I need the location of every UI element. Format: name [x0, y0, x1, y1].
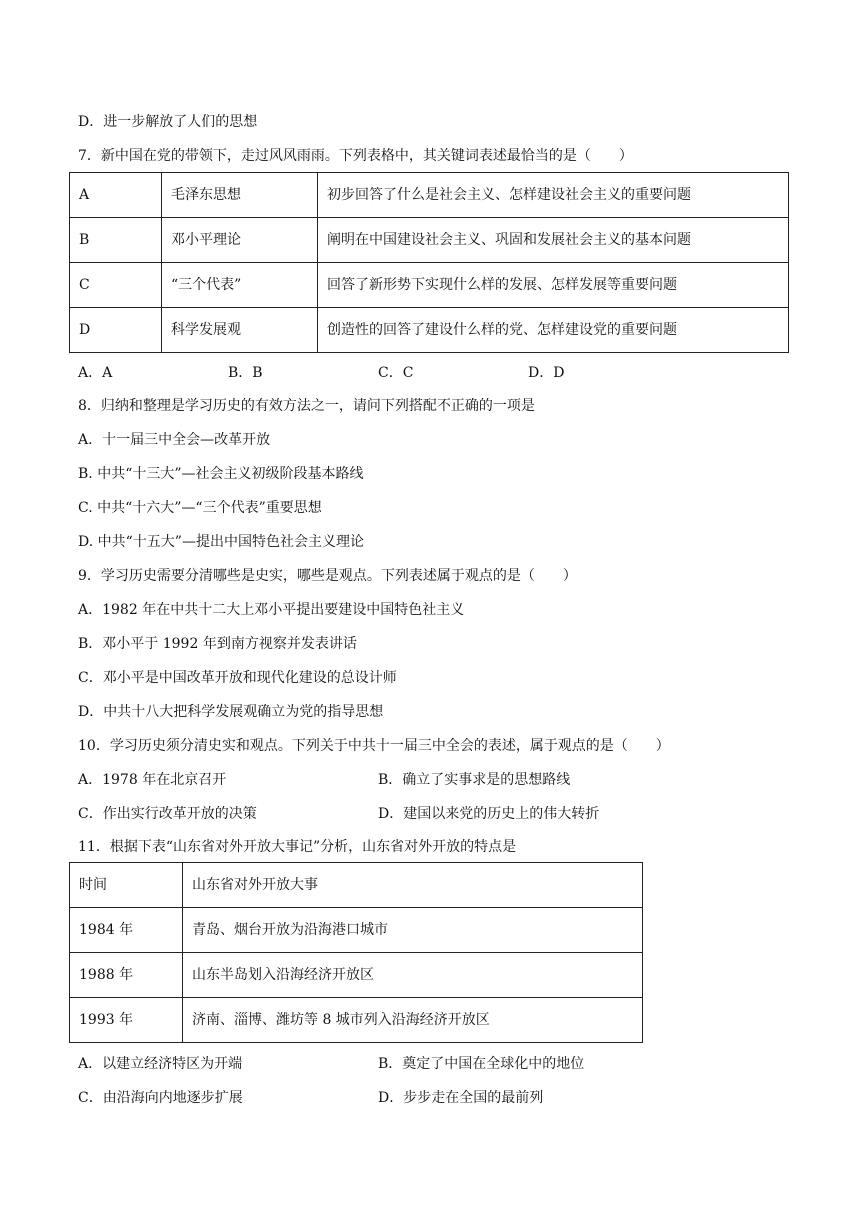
q11-stem: 11．根据下表“山东省对外开放大事记”分析，山东省对外开放的特点是: [78, 839, 517, 855]
q7-cell-letter: D: [70, 308, 162, 353]
table-row: [70, 998, 643, 1043]
q11-cell-time: 1988 年: [70, 953, 183, 998]
q7-cell-letter: A: [70, 173, 162, 218]
q7-cell-theory: “三个代表”: [162, 263, 318, 308]
table-header-row: [70, 863, 643, 908]
q7-cell-desc: 阐明在中国建设社会主义、巩固和发展社会主义的基本问题: [318, 218, 789, 263]
q7-option-a: A．A: [78, 365, 113, 381]
q10-option-b: B．确立了实事求是的思想路线: [378, 772, 571, 788]
table-row: [70, 173, 789, 218]
q6-option-d: D．进一步解放了人们的思想: [78, 114, 258, 130]
q10-stem: 10．学习历史须分清史实和观点。下列关于中共十一届三中全会的表述，属于观点的是（ ）: [78, 738, 670, 754]
q8-option-b: B. 中共“十三大”—社会主义初级阶段基本路线: [78, 466, 364, 482]
q11-table: [69, 862, 643, 1043]
q7-option-b: B．B: [228, 365, 263, 381]
q10-option-a: A．1978 年在北京召开: [78, 772, 227, 788]
table-row: [70, 953, 643, 998]
table-row: [70, 308, 789, 353]
q10-option-d: D．建国以来党的历史上的伟大转折: [378, 806, 600, 822]
q7-option-d: D．D: [528, 365, 565, 381]
table-row: [70, 218, 789, 263]
q11-cell-event: 济南、淄博、潍坊等 8 城市列入沿海经济开放区: [183, 998, 643, 1043]
q11-option-c: C．由沿海向内地逐步扩展: [78, 1090, 243, 1106]
q9-option-c: C．邓小平是中国改革开放和现代化建设的总设计师: [78, 670, 397, 686]
q7-cell-desc: 回答了新形势下实现什么样的发展、怎样发展等重要问题: [318, 263, 789, 308]
q7-table: [69, 172, 789, 353]
q10-option-c: C．作出实行改革开放的决策: [78, 806, 257, 822]
q7-cell-letter: C: [70, 263, 162, 308]
q11-option-b: B．奠定了中国在全球化中的地位: [378, 1056, 585, 1072]
q9-option-a: A．1982 年在中共十二大上邓小平提出要建设中国特色社主义: [78, 602, 465, 618]
q7-option-c: C．C: [378, 365, 414, 381]
q7-cell-letter: B: [70, 218, 162, 263]
q11-header-event: 山东省对外开放大事: [183, 863, 643, 908]
q7-cell-desc: 创造性的回答了建设什么样的党、怎样建设党的重要问题: [318, 308, 789, 353]
q7-cell-theory: 邓小平理论: [162, 218, 318, 263]
q8-option-a: A．十一届三中全会—改革开放: [78, 432, 271, 448]
q11-option-a: A．以建立经济特区为开端: [78, 1056, 243, 1072]
q8-stem: 8．归纳和整理是学习历史的有效方法之一，请问下列搭配不正确的一项是: [78, 398, 535, 414]
q11-option-d: D．步步走在全国的最前列: [378, 1090, 544, 1106]
q7-cell-theory: 科学发展观: [162, 308, 318, 353]
q11-cell-time: 1984 年: [70, 908, 183, 953]
q9-option-d: D．中共十八大把科学发展观确立为党的指导思想: [78, 704, 384, 720]
q7-stem: 7．新中国在党的带领下，走过风风雨雨。下列表格中，其关键词表述最恰当的是（ ）: [78, 148, 633, 164]
table-row: [70, 908, 643, 953]
table-row: [70, 263, 789, 308]
q11-cell-time: 1993 年: [70, 998, 183, 1043]
q9-option-b: B．邓小平于 1992 年到南方视察并发表讲话: [78, 636, 357, 652]
q7-cell-desc: 初步回答了什么是社会主义、怎样建设社会主义的重要问题: [318, 173, 789, 218]
q8-option-c: C. 中共“十六大”—“三个代表”重要思想: [78, 500, 322, 516]
q8-option-d: D. 中共“十五大”—提出中国特色社会主义理论: [78, 534, 364, 550]
q11-header-time: 时间: [70, 863, 183, 908]
q7-cell-theory: 毛泽东思想: [162, 173, 318, 218]
q9-stem: 9．学习历史需要分清哪些是史实，哪些是观点。下列表述属于观点的是（ ）: [78, 568, 577, 584]
q11-cell-event: 青岛、烟台开放为沿海港口城市: [183, 908, 643, 953]
q11-cell-event: 山东半岛划入沿海经济开放区: [183, 953, 643, 998]
